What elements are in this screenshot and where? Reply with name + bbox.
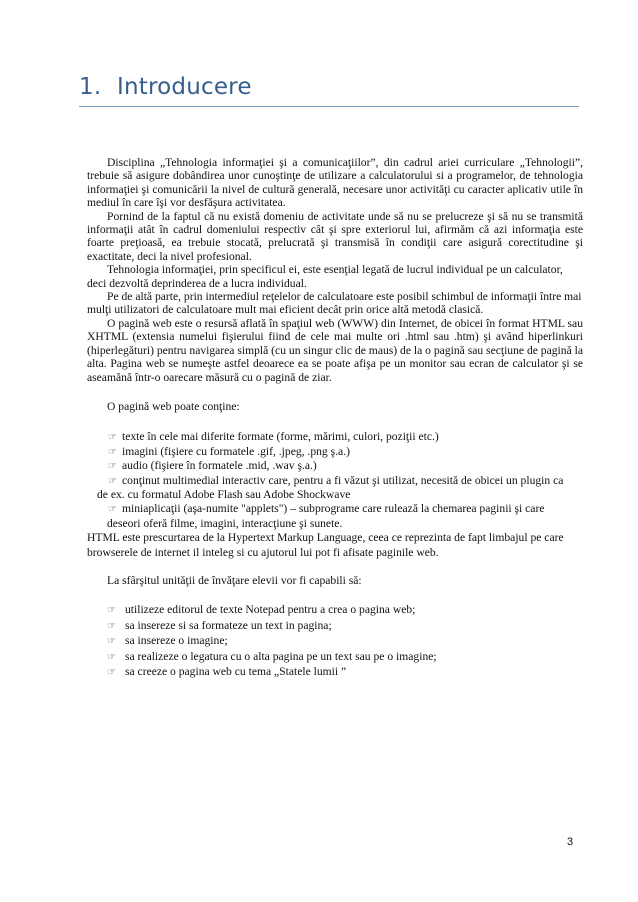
list-item-text: sa insereze o imagine; — [125, 634, 228, 648]
list-item-text: utilizeze editorul de texte Notepad pentru a crea o pagina web; — [125, 603, 416, 616]
list-item — [97, 430, 579, 445]
heading-underline — [79, 106, 579, 107]
list-item-text: sa insereze si sa formateze un text in pagina; — [125, 618, 332, 632]
pointing-hand-icon: ☞ — [107, 605, 116, 616]
list-item-continuation: deseori oferă filme, imagini, interacţiune şi sunete. — [107, 516, 343, 530]
paragraph: Pornind de la faptul că nu există domeniu de activitate unde să nu se prelucreze şi să nu se transmită informaţii atât în cadrul domeniului respectiv cât şi spre exteriorul lui, afirmăm că azi informaţia este foarte preţioasă, ea trebuie stocată, prelucrată şi transmisă în condiţii care asigură corectitudine şi exactitate, deci la nivel profesional. — [87, 209, 583, 263]
chapter-number: 1. — [79, 74, 102, 100]
list-item — [97, 459, 579, 474]
list-item-text: imagini (fişiere cu formatele .gif, .jpeg, .png ş.a.) — [122, 444, 350, 458]
list-item — [107, 650, 589, 666]
chapter-title: Introducere — [117, 74, 252, 100]
objectives-intro: La sfârşitul unităţii de învăţare elevii vor fi capabili să: — [107, 574, 362, 587]
content-intro: O pagină web poate conţine: — [107, 400, 240, 413]
pointing-hand-icon: ☞ — [107, 636, 116, 648]
content-list — [97, 430, 579, 530]
pointing-hand-icon: ☞ — [108, 475, 117, 487]
list-item-text: miniaplicaţii (aşa-numite "applets") – subprograme care rulează la chemarea paginii şi care — [122, 501, 545, 515]
list-item — [97, 445, 579, 460]
list-item — [107, 665, 589, 681]
paragraph: Tehnologia informaţiei, prin specificul ei, este esenţial legată de lucrul individual pe un calculator, deci dezvoltă deprinderea de a lucra individual. — [87, 263, 563, 290]
page-number: 3 — [567, 836, 574, 848]
list-item — [107, 634, 589, 650]
pointing-hand-icon: ☞ — [107, 651, 116, 663]
objectives-list — [107, 603, 589, 681]
list-item-continuation: de ex. cu formatul Adobe Flash sau Adobe Shockwave — [97, 488, 351, 502]
list-item — [97, 502, 579, 530]
list-item — [107, 619, 589, 635]
list-item — [107, 603, 589, 619]
pointing-hand-icon: ☞ — [107, 620, 116, 632]
pointing-hand-icon: ☞ — [108, 446, 117, 458]
list-item-text: conţinut multimedial interactiv care, pentru a fi văzut şi utilizat, necesită de obicei un plugin ca — [122, 473, 564, 487]
paragraph: O pagină web este o resursă aflată în spaţiul web (WWW) din Internet, de obicei în format HTML sau XHTML (extensia numelui fişierului fiind de cele mai multe ori .html sau .htm) şi având hiperlinkuri (hiperlegături) pentru navigarea simplă (cu un singur clic de maus) de la o pagină sau secţiune de pagină la alta. Pagina web se numeşte astfel deoarece ea se poate afişa pe un monitor sau ecran de calculator şi se aseamănă într-o oarecare măsură cu o pagină de ziar. — [87, 316, 583, 384]
pointing-hand-icon: ☞ — [108, 503, 117, 515]
html-definition: HTML este prescurtarea de la Hypertext Markup Language, ceea ce reprezinta de fapt limbajul pe care browserele de internet il inteleg si cu ajutorul lui pot fi afisate paginile web. — [87, 531, 564, 559]
list-item — [97, 474, 579, 502]
pointing-hand-icon: ☞ — [108, 432, 117, 443]
list-item-text: sa creeze o pagina web cu tema „Statele lumii ” — [125, 665, 347, 679]
paragraph: Pe de altă parte, prin intermediul reţelelor de calculatoare este posibil schimbul de informaţii între mai mulţi utilizatori de calculatoare mult mai eficient decât prin orice altă metodă clasică. — [87, 290, 582, 317]
list-item-text: texte în cele mai diferite formate (forme, mărimi, culori, poziţii etc.) — [122, 430, 439, 443]
chapter-heading — [79, 74, 579, 100]
pointing-hand-icon: ☞ — [107, 667, 116, 679]
paragraph: Disciplina „Tehnologia informaţiei şi a comunicaţiilor”, din cadrul ariei curriculare „Tehnologii”, trebuie să asigure dobândirea unor cunoştinţe de utilizare a calculatorului si a programelor, de tehnologia informaţiei şi comunicării la nivel de cultură generală, necesare unor activităţi cu caracter aplicativ utile în mediul în care îşi vor desfăşura activitatea. — [87, 156, 583, 210]
list-item-text: sa realizeze o legatura cu o alta pagina pe un text sau pe o imagine; — [125, 649, 437, 663]
intro-body — [87, 156, 583, 384]
list-item-text: audio (fişiere în formatele .mid, .wav ş.a.) — [122, 459, 317, 473]
pointing-hand-icon: ☞ — [108, 461, 117, 473]
